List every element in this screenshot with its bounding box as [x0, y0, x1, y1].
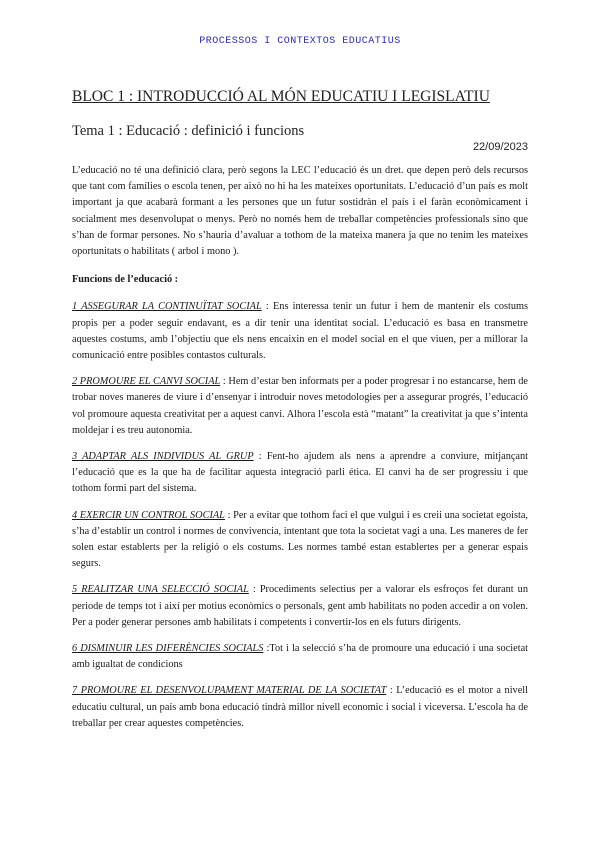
- function-heading: 7 PROMOURE EL DESENVOLUPAMENT MATERIAL DE LA SOCIETAT: [72, 685, 387, 697]
- function-text: : Per a evitar que tothom faci el que vulgui i es creii una societat egoista, s’ha d’establir un control i normes de convivencia, intentant que tota la societat vagi a una. Les maneres de fer solen estar establerts per la religió o els costums. Les normes també estan establertes per a generar espais segurs.: [72, 509, 528, 570]
- function-text: : Ens interessa tenir un futur i hem de mantenir els costums propis per a poder seguir endavant, es a dir tenir una identitat social. L’educació es basa en transmetre aquestes costums, amb l’objectiu que els nens encaixin en el model social en el que viuen, per a millorar la comunicació entre posibles contastos culturals.: [72, 301, 529, 362]
- function-paragraph-4: [72, 508, 528, 573]
- function-heading: 5 REALITZAR UNA SELECCIÓ SOCIAL: [72, 584, 249, 596]
- function-heading: 2 PROMOURE EL CANVI SOCIAL: [72, 376, 221, 388]
- function-paragraph-3: [72, 449, 528, 498]
- document-body: [72, 163, 528, 742]
- function-text: : Fent-ho ajudem als nens a aprendre a conviure, mitjançant l’educació que es la que ha de facilitar aquesta integració parli ética. El canvi ha de ser progressiu i que tothom formi part del sistema.: [72, 451, 528, 495]
- function-paragraph-5: [72, 582, 528, 631]
- function-paragraph-1: [72, 299, 528, 364]
- function-heading: 6 DISMINUIR LES DIFERÈNCIES SOCIALS: [72, 643, 264, 655]
- function-text: :Tot i la selecció s’ha de promoure una educació i una societat amb igualtat de condicions: [72, 643, 528, 671]
- function-paragraph-6: [72, 641, 528, 673]
- function-heading: 4 EXERCIR UN CONTROL SOCIAL: [72, 509, 225, 521]
- intro-paragraph: L’educació no té una definició clara, però segons la LEC l’educació és un dret. que depen però dels recursos que tant com famílies o escola tenen, per això no hi ha les mateixes oportunitats. L’educació d’un país es molt important ja que acabarà formant a les persones que un futur sostidràn el país i el faràn econòmicament i socialment mes desenvolupat o menys. Però no només hem de treballar competències professionals sino que s’han de formar persones. No s’hauria d’avaluar a tothom de la mateixa manera ja que no tenim les mateixes oportunitats o habilitats ( arbol i mono ).: [72, 165, 528, 258]
- functions-title: Funcions de l’educació :: [72, 274, 179, 286]
- function-text: : Hem d’estar ben informats per a poder progresar i no estancarse, hem de trobar noves maneres de viure i d’ensenyar i introduir noves metodologies per a assegurar progrés, l’educació vol promoure aquesta creativitat per a aquest canvi. Alhora l’escola està “matant” la creativitat ja que s’intenta moldejar i es treu autonomia.: [72, 376, 528, 436]
- function-paragraph-2: [72, 374, 528, 439]
- function-text: : Procediments selectius per a valorar els esfroços fet durant un periode de temps tot i així per motius econòmics o personals, gent amb habilitats no poden accedir a on volen. Per a poder generar persones amb habilitats i competents i convertir-los en els futurs dirigents.: [72, 584, 528, 628]
- document-header: PROCESSOS I CONTEXTOS EDUCATIUS: [199, 36, 401, 47]
- tema-title: Tema 1 : Educació : definició i funcions: [72, 123, 305, 139]
- document-date: 22/09/2023: [472, 141, 528, 153]
- function-heading: 3 ADAPTAR ALS INDIVIDUS AL GRUP: [72, 451, 254, 463]
- bloc-title: BLOC 1 : INTRODUCCIÓ AL MÓN EDUCATIU I LEGISLATIU: [72, 88, 490, 105]
- function-text: : L’educació es el motor a nivell educatiu cultural, un país amb bona educació tindrà millor nivell economic i social i viceversa. L’escola ha de treballar per crear aquestes competències.: [72, 685, 528, 729]
- function-heading: 1 ASSEGURAR LA CONTINUÏTAT SOCIAL: [72, 301, 262, 313]
- function-paragraph-7: [72, 683, 528, 732]
